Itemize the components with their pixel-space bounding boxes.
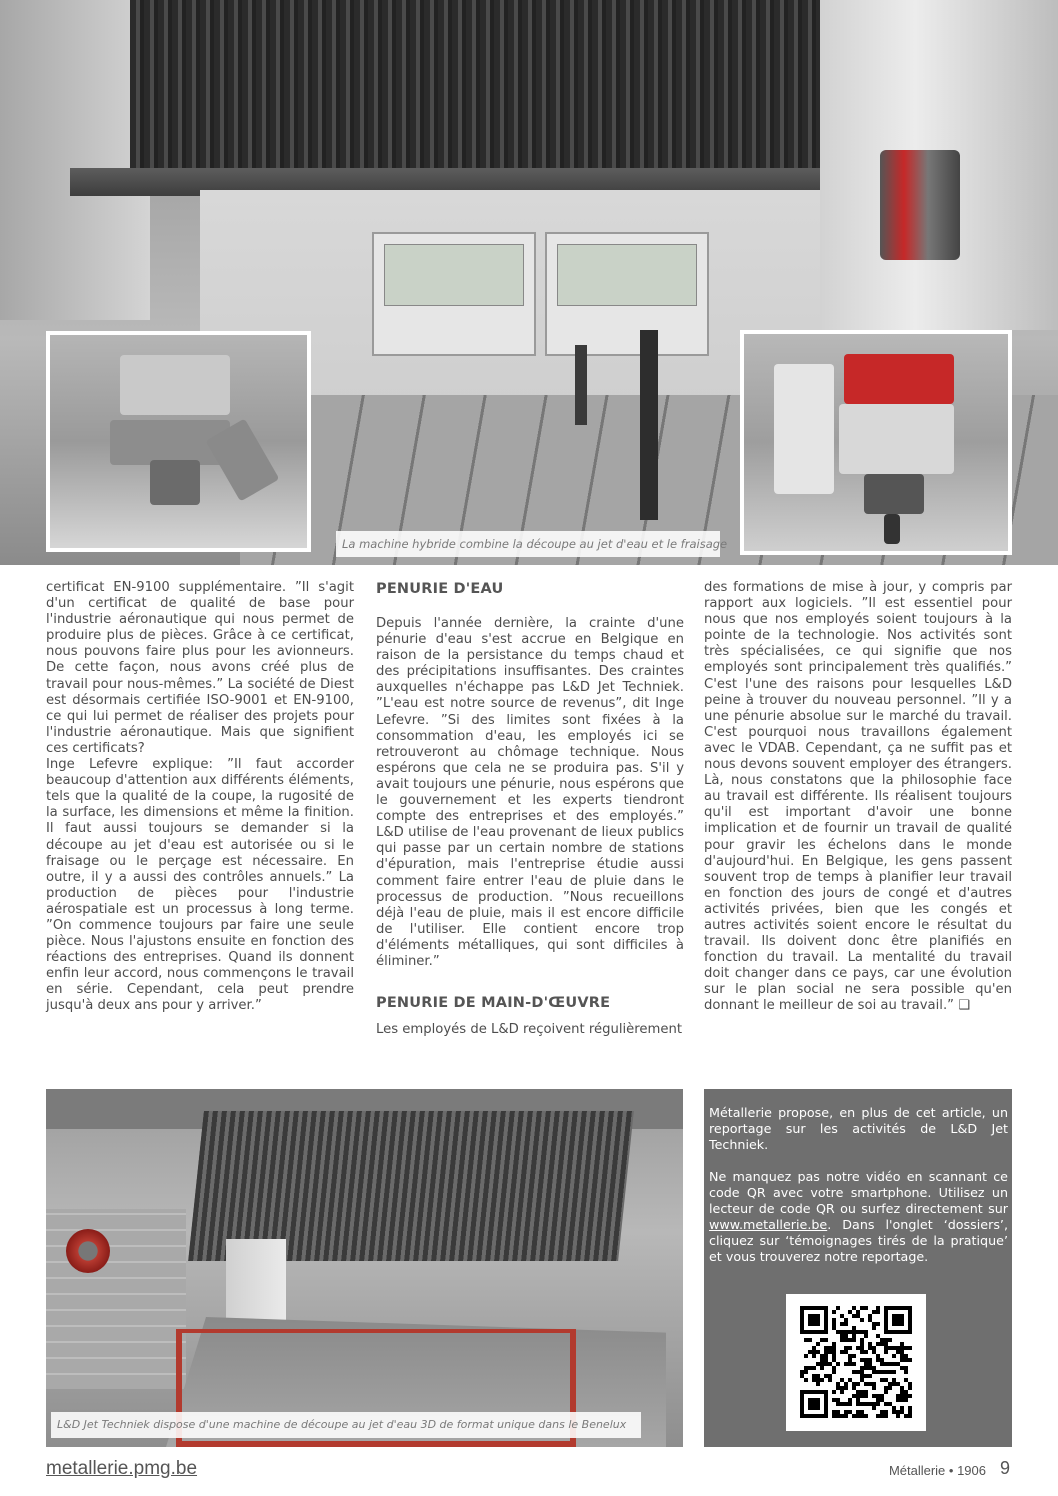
- promo-text-part: Ne manquez pas notre vidéo en scannant ce code QR avec votre smartphone. Utilisez un lecteur de code QR ou surfez directement sur: [709, 1169, 1008, 1216]
- article-column-3: [704, 580, 1012, 1015]
- footer-issue: Métallerie • 1906: [888, 1463, 986, 1478]
- workpiece-stand: [640, 330, 658, 520]
- back-door: [545, 232, 709, 356]
- gantry-bellows: [130, 0, 830, 168]
- promo-text: [709, 1169, 1008, 1265]
- hero-photo: [0, 0, 1058, 565]
- photo-caption: L&D Jet Techniek dispose d'une machine de découpe au jet d'eau 3D de format unique dans le Benelux: [51, 1412, 641, 1438]
- waterjet-machine-photo: [46, 1089, 683, 1447]
- promo-text-part: . Dans l'onglet ‘dossiers’, cliquez sur ‘témoignages tirés de la pratique’ et vous trouverez notre reportage.: [709, 1217, 1008, 1264]
- hose-reel: [66, 1229, 110, 1273]
- photo-caption: La machine hybride combine la découpe au jet d'eau et le fraisage: [336, 531, 720, 557]
- section-heading: PENURIE DE MAIN-D'ŒUVRE: [376, 995, 611, 1012]
- article-column-2: [376, 580, 684, 1038]
- website-link[interactable]: www.metallerie.be: [709, 1217, 828, 1232]
- page-number: 9: [1000, 1458, 1011, 1478]
- brick-wall: [46, 1209, 186, 1389]
- end-mark-icon: ❑: [958, 998, 971, 1014]
- inset-photo-milling-head: [740, 330, 1012, 555]
- section-heading: PENURIE D'EAU: [376, 581, 504, 597]
- article-text: des formations de mise à jour, y compris par rapport aux logiciels. ”Il est essentiel pour nous que nos employés soient toujours à la pointe de la technologie. Nos activités sont très spécialisées, ce qui signifie que nos employés sont principalement très qualifiés.” C'est l'une des raisons pour lesquelles L&D peine à trouver du nouveau personnel. ”Il y a une pénurie absolue sur le marché du travail. C'est pourquoi nous travaillons également avec le VDAB. Cependant, ça ne suffit pas et nous devons souvent employer des étrangers. Là, nous constatons que la philosophie face au travail est différente. Ils réalisent toujours qu'il est important d'avoir une bonne implication et de fournir un travail de qualité pour gravir les échelons dans le monde d'aujourd'hui. En Belgique, les gens passent souvent trop de temps à planifier leur travail en fonction des jours de congé et d'autres activités privées, bien que les congés et autres activités soient encore le résultat du travail. Ils doivent donc être planifiés en fonction du travail. La mentalité du travail doit changer dans ce pays, car une évolution sur le plan social ne sera possible qu'en donnant le meilleur de soi au travail.”: [704, 580, 1012, 1014]
- article-column-1: [46, 580, 354, 1015]
- qr-code-icon: [800, 1306, 912, 1418]
- workpiece-stand: [575, 345, 587, 425]
- inset-photo-waterjet-head: [46, 331, 311, 552]
- article-paragraph: [704, 580, 1012, 1015]
- video-promo-box: [704, 1089, 1012, 1447]
- qr-code[interactable]: [786, 1294, 926, 1431]
- article-paragraph: Inge Lefevre explique: ”Il faut accorder beaucoup d'attention aux différents éléments, tels que la qualité de la coupe, la rugosité de la surface, les dimensions et même la finition. Il faut aussi toujours se demander si la découpe au jet d'eau est autorisée ou si le fraisage ou le perçage est nécessaire. En outre, il y a aussi des contrôles annuels.” La production de pièces pour l'industrie aérospatiale est un processus à long terme. ”On commence toujours par faire une seule pièce. Nous l'ajustons ensuite en fonction des réactions des entreprises. Quand ils donnent enfin leur accord, nous commençons le travail en série. Cependant, cela peut prendre jusqu'à deux ans pour y arriver.”: [46, 757, 354, 1014]
- article-paragraph: Les employés de L&D reçoivent régulièrement: [376, 1022, 683, 1038]
- promo-text: Métallerie propose, en plus de cet article, un reportage sur les activités de L&D Jet Techniek.: [709, 1105, 1008, 1152]
- article-paragraph: certificat EN-9100 supplémentaire. ”Il s'agit d'un certificat de qualité de base pour l'industrie aéronautique qui nous permet de produire plus de pièces. Grâce à ce certificat, nous pouvons faire plus pour les avionneurs. De cette façon, nous avons créé plus de travail pour nous-mêmes.” La société de Diest est désormais certifiée ISO-9001 et EN-9100, ce qui lui permet de réaliser des projets pour l'industrie aéronautique. Mais que signifient ces certificats?: [46, 580, 354, 756]
- cutting-head: [880, 150, 960, 260]
- article-paragraph: Depuis l'année dernière, la crainte d'une pénurie d'eau s'est accrue en Belgique en raison de la persistance du temps chaud et des précipitations insuffisantes. Des craintes auxquelles n'échappe pas L&D Jet Techniek. ”L'eau est notre source de revenus”, dit Inge Lefevre. ”Si des limites sont fixées à la consommation d'eau, les employés ici se retrouveront au chômage technique. Nous espérons que cela ne se produira pas. S'il y avait toujours une pénurie, nous espérons que le gouvernement et les experts tiendront compte des entreprises et des employés.” L&D utilise de l'eau provenant de lieux publics qui passe par un certain nombre de stations d'épuration, mais l'entreprise étudie aussi comment faire entrer l'eau de pluie dans le processus de production. ”Nous recueillons déjà l'eau de pluie, mais il est encore difficile de l'utiliser. Elle contient encore trop d'éléments métalliques, qui sont difficiles à éliminer.”: [376, 616, 684, 969]
- machine-column-left: [0, 0, 150, 320]
- footer-website-link[interactable]: metallerie.pmg.be: [46, 1458, 198, 1479]
- back-door: [372, 232, 536, 356]
